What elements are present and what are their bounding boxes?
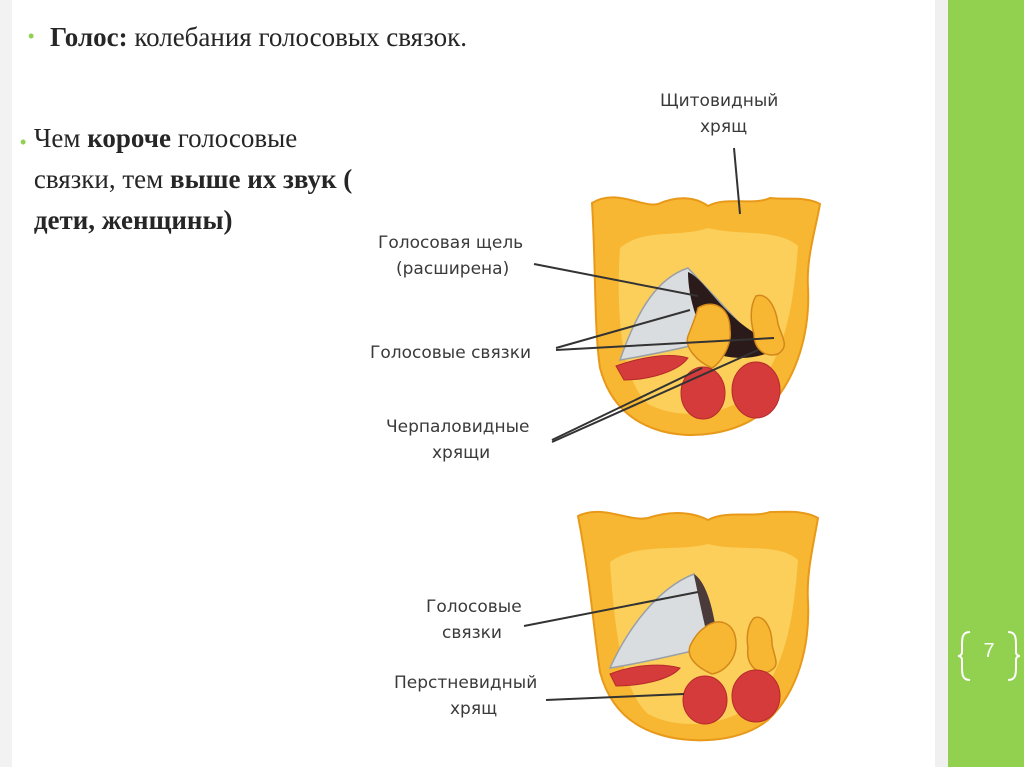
muscle-bottom-mid (683, 676, 727, 724)
label-glottis-1: Голосовая щель (378, 233, 524, 253)
voice-term: Голос: (50, 22, 128, 52)
voice-definition: колебания голосовых связок. (127, 22, 467, 52)
page-number: 7 (983, 640, 995, 662)
label-glottis-2: (расширена) (396, 259, 510, 279)
bold-part: выше их звук ( дети, женщины) (33, 164, 353, 235)
label-thyroid-2: хрящ (700, 117, 748, 137)
text-part: Чем (33, 123, 88, 153)
muscle-top-right (732, 362, 780, 418)
label-arytenoid-2: хрящи (432, 443, 491, 463)
bullet-text (34, 118, 380, 241)
bullet-shorter (20, 118, 380, 241)
text-part: голосовые связки, тем (33, 123, 298, 194)
label-cords-bottom-1: Голосовые (426, 597, 522, 617)
label-cricoid-2: хрящ (450, 699, 498, 719)
bullet-icon: • (28, 26, 35, 46)
label-arytenoid-1: Черпаловидные (386, 417, 530, 437)
bullet-voice (28, 22, 467, 53)
bold-part: короче (87, 123, 171, 153)
larynx-diagram (358, 68, 854, 748)
label-cords-bottom-2: связки (442, 623, 502, 643)
bullet-text (50, 22, 467, 53)
label-thyroid-1: Щитовидный (660, 91, 779, 111)
bullet-icon: • (20, 132, 27, 152)
muscle-bottom-right (732, 670, 780, 722)
label-cords-top: Голосовые связки (370, 343, 532, 363)
label-cricoid-1: Перстневидный (394, 673, 538, 693)
